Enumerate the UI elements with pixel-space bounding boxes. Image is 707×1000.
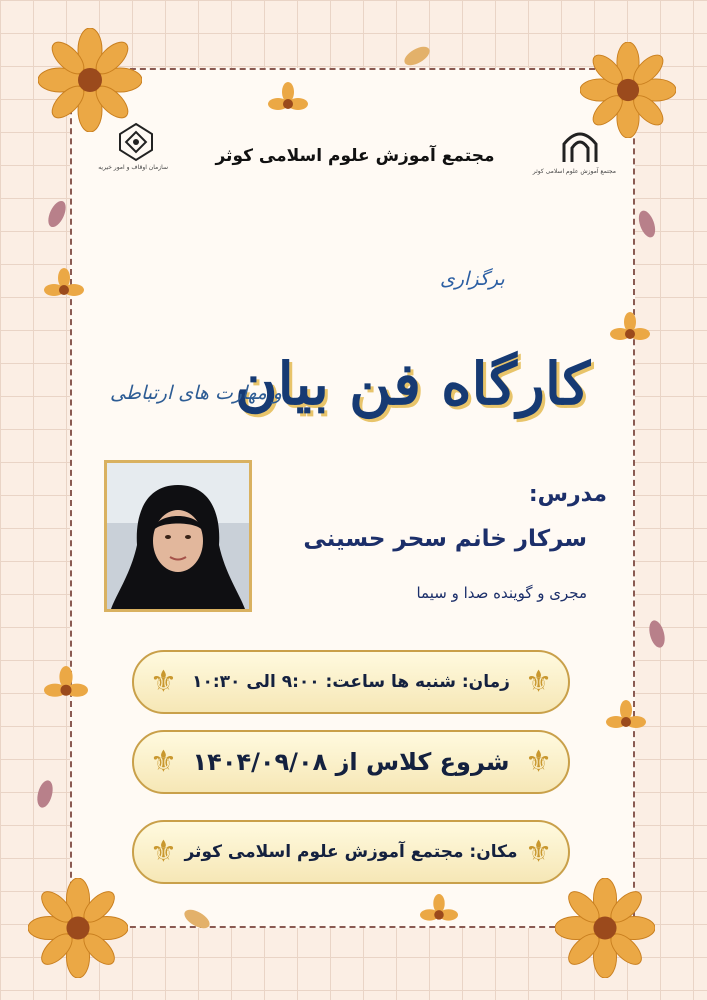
logo-icon — [118, 122, 154, 162]
leaf-icon — [401, 43, 432, 69]
leaf-icon — [636, 208, 659, 239]
flower-icon — [38, 28, 142, 132]
teacher-name: سرکار خانم سحر حسینی — [303, 526, 587, 552]
location-banner — [132, 820, 570, 884]
logo-caption: سازمان اوقاف و امور خیریه — [98, 164, 168, 171]
teacher-photo — [104, 460, 252, 612]
flower-icon — [555, 878, 655, 978]
avatar — [107, 463, 249, 609]
leaf-icon — [45, 198, 70, 229]
small-flower-icon — [610, 312, 650, 352]
ornament-icon: ⚜ — [525, 744, 552, 780]
location-text: مکان: مجتمع آموزش علوم اسلامی کوثر — [184, 842, 518, 862]
small-flower-icon — [268, 82, 308, 122]
leaf-icon — [647, 619, 668, 650]
ornament-icon: ⚜ — [150, 834, 177, 870]
start-text: شروع کلاس از ۱۴۰۴/۰۹/۰۸ — [192, 748, 510, 776]
flower-icon — [28, 878, 128, 978]
ornament-icon: ⚜ — [150, 664, 177, 700]
header-title: مجتمع آموزش علوم اسلامی کوثر — [215, 146, 495, 166]
event-title: کارگاه فن بیان — [235, 350, 591, 418]
time-text: زمان: شنبه ها ساعت: ۹:۰۰ الی ۱۰:۳۰ — [192, 672, 510, 692]
ornament-icon: ⚜ — [150, 744, 177, 780]
small-flower-icon — [44, 666, 88, 710]
small-flower-icon — [420, 894, 458, 932]
ornament-icon: ⚜ — [525, 664, 552, 700]
event-subtitle-sub: و مهارت های ارتباطی — [110, 382, 282, 404]
logo-icon — [558, 124, 602, 164]
start-banner — [132, 730, 570, 794]
teacher-role: مجری و گوینده صدا و سیما — [416, 584, 587, 602]
small-flower-icon — [44, 268, 84, 308]
event-subtitle: برگزاری — [440, 268, 505, 290]
ornament-icon: ⚜ — [525, 834, 552, 870]
time-banner — [132, 650, 570, 714]
leaf-icon — [35, 779, 56, 810]
logo-caption: مجتمع آموزش علوم اسلامی کوثر — [532, 168, 616, 175]
teacher-label: مدرس: — [528, 482, 607, 507]
small-flower-icon — [606, 700, 646, 740]
